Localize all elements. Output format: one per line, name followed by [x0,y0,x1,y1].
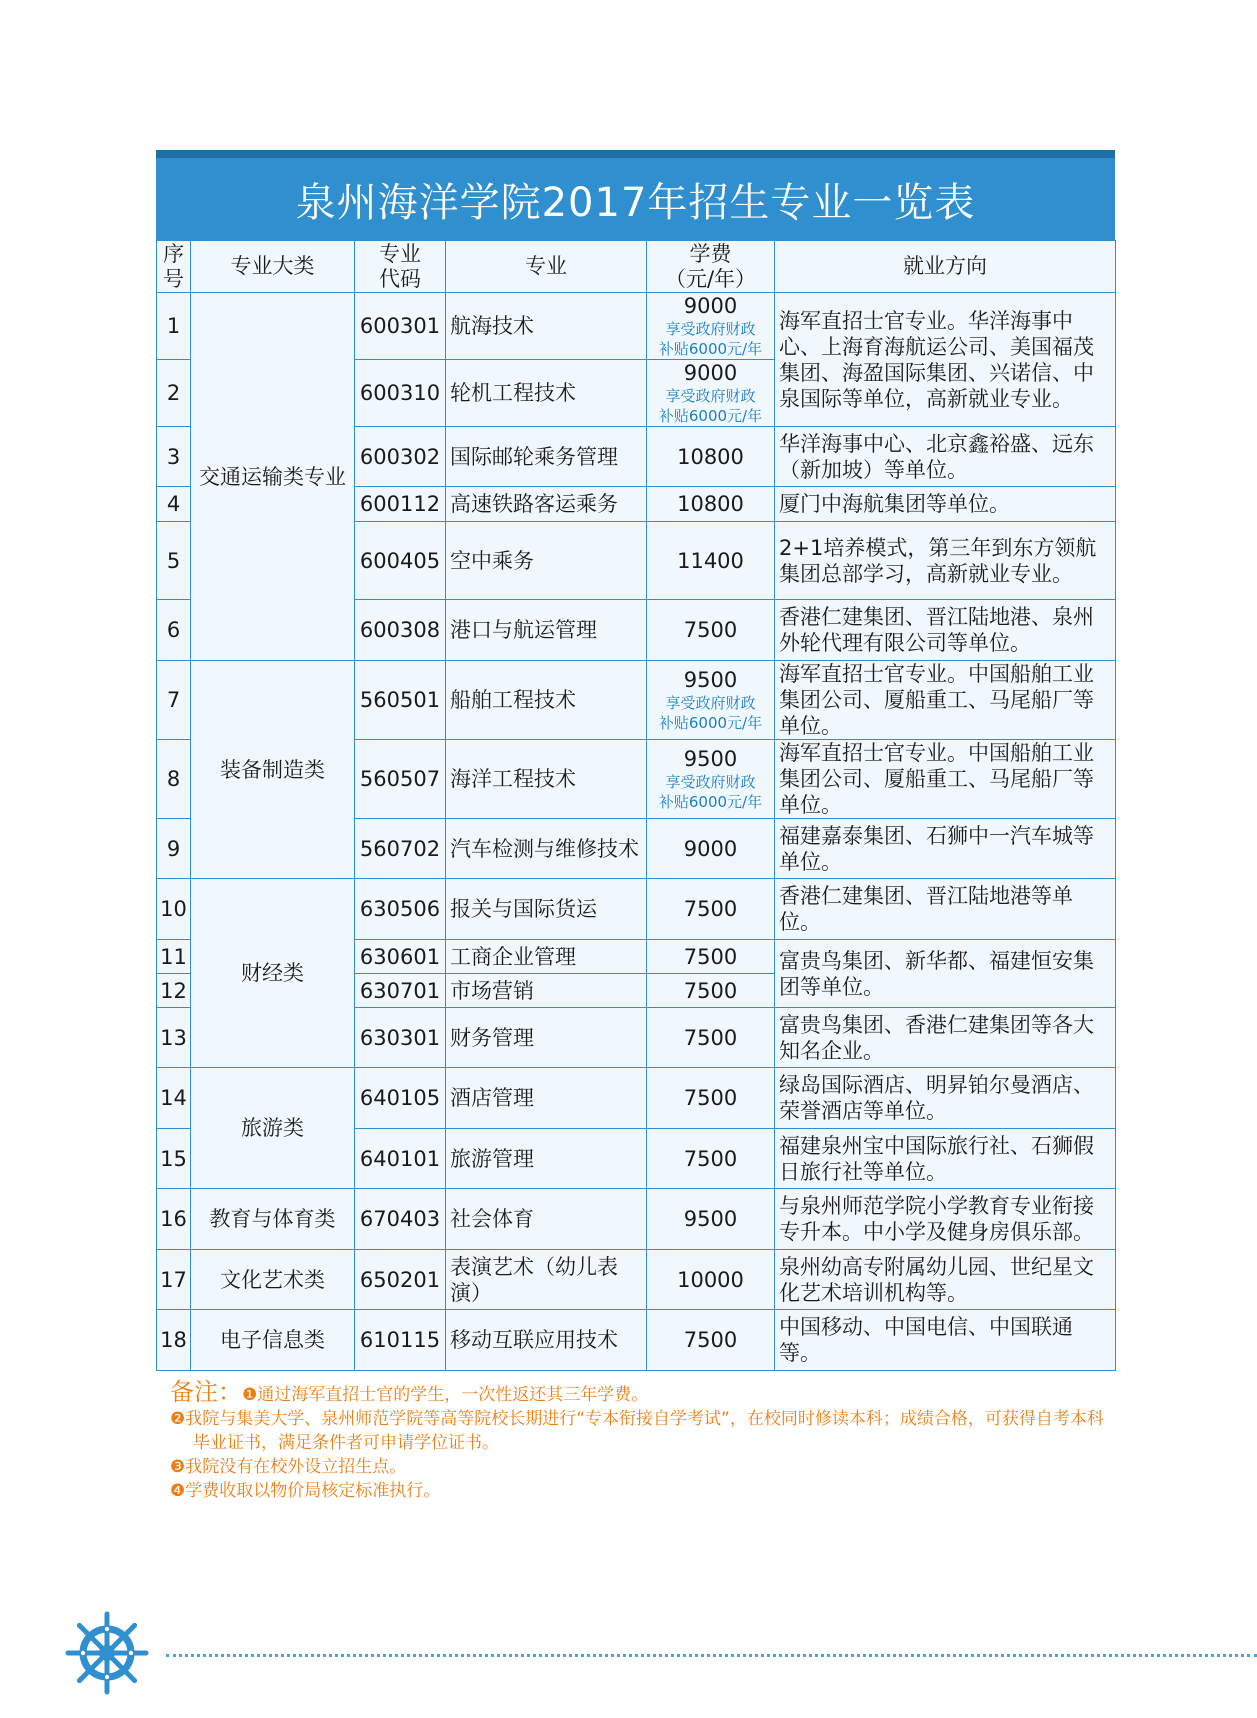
category-cell: 文化艺术类 [191,1250,355,1310]
category-cell: 交通运输类专业 [191,293,355,661]
ship-wheel-icon [64,1610,150,1696]
major-code: 600405 [355,522,446,600]
note-item-2: ❷我院与集美大学、泉州师范学院等高等院校长期进行“专本衔接自学考试”，在校同时修读本科；成绩合格，可获得自考本科毕业证书，满足条件者可申请学位证书。 [170,1409,1104,1453]
fee-value: 11400 [647,522,775,600]
row-number: 14 [157,1068,191,1129]
major-name: 船舶工程技术 [446,661,647,740]
row-number: 16 [157,1189,191,1250]
header-code: 专业 代码 [355,241,446,293]
major-name: 轮机工程技术 [446,360,647,427]
major-name: 工商企业管理 [446,940,647,974]
notes-heading: 备注： [170,1378,242,1406]
career-cell: 海军直招士官专业。中国船舶工业集团公司、厦船重工、马尾船厂等单位。 [775,740,1116,819]
major-code: 600301 [355,293,446,360]
table-row [157,879,1116,940]
majors-table [156,240,1116,1371]
major-code: 560702 [355,819,446,879]
fee-value: 9000 [683,361,738,385]
row-number: 10 [157,879,191,940]
fee-value: 7500 [647,600,775,661]
major-code: 600112 [355,487,446,522]
category-cell: 教育与体育类 [191,1189,355,1250]
fee-value: 7500 [647,1008,775,1068]
major-name: 酒店管理 [446,1068,647,1129]
row-number: 15 [157,1129,191,1189]
major-code: 610115 [355,1310,446,1371]
header-fee: 学费 （元/年） [647,241,775,293]
fee-cell [647,661,775,740]
major-code: 600308 [355,600,446,661]
row-number: 11 [157,940,191,974]
major-name: 市场营销 [446,974,647,1008]
fee-value: 9000 [647,819,775,879]
note-item-1: ❶通过海军直招士官的学生，一次性返还其三年学费。 [242,1385,649,1405]
note-item-3: ❸我院没有在校外设立招生点。 [170,1457,407,1477]
fee-cell [647,740,775,819]
row-number: 18 [157,1310,191,1371]
row-number: 3 [157,427,191,487]
fee-value: 7500 [647,1310,775,1371]
subsidy-note: 补贴6000元/年 [658,340,763,358]
major-name: 航海技术 [446,293,647,360]
major-code: 600310 [355,360,446,427]
career-cell: 中国移动、中国电信、中国联通等。 [775,1310,1116,1371]
major-name: 汽车检测与维修技术 [446,819,647,879]
header-career: 就业方向 [775,241,1116,293]
major-name: 旅游管理 [446,1129,647,1189]
page-title: 泉州海洋学院2017年招生专业一览表 [295,179,976,226]
major-code: 630506 [355,879,446,940]
row-number: 12 [157,974,191,1008]
fee-value: 7500 [647,1129,775,1189]
career-cell: 与泉州师范学院小学教育专业衔接专升本。中小学及健身房俱乐部。 [775,1189,1116,1250]
career-cell: 福建泉州宝中国际旅行社、石狮假日旅行社等单位。 [775,1129,1116,1189]
major-code: 630601 [355,940,446,974]
career-cell: 海军直招士官专业。华洋海事中心、上海育海航运公司、美国福茂集团、海盈国际集团、兴诺信、中泉国际等单位，高新就业专业。 [775,293,1116,427]
subsidy-note: 补贴6000元/年 [658,714,763,732]
fee-value: 10800 [647,487,775,522]
header-category: 专业大类 [191,241,355,293]
fee-value: 7500 [647,1068,775,1129]
career-cell: 富贵鸟集团、香港仁建集团等各大知名企业。 [775,1008,1116,1068]
admission-table-sheet [156,150,1115,1371]
major-name: 移动互联应用技术 [446,1310,647,1371]
title-bar [156,150,1115,240]
subsidy-note: 补贴6000元/年 [658,793,763,811]
major-name: 国际邮轮乘务管理 [446,427,647,487]
career-cell: 海军直招士官专业。中国船舶工业集团公司、厦船重工、马尾船厂等单位。 [775,661,1116,740]
row-number: 9 [157,819,191,879]
header-seq: 序 号 [157,241,191,293]
major-code: 600302 [355,427,446,487]
fee-value: 9500 [683,747,738,771]
major-name: 空中乘务 [446,522,647,600]
major-name: 财务管理 [446,1008,647,1068]
major-code: 560507 [355,740,446,819]
major-code: 630301 [355,1008,446,1068]
table-row [157,1310,1116,1371]
career-cell: 香港仁建集团、晋江陆地港等单位。 [775,879,1116,940]
category-cell: 财经类 [191,879,355,1068]
major-code: 630701 [355,974,446,1008]
category-cell: 旅游类 [191,1068,355,1189]
row-number: 2 [157,360,191,427]
major-name: 社会体育 [446,1189,647,1250]
subsidy-note: 补贴6000元/年 [658,407,763,425]
table-row [157,1250,1116,1310]
row-number: 5 [157,522,191,600]
fee-cell [647,293,775,360]
note-item-4: ❹学费收取以物价局核定标准执行。 [170,1481,441,1501]
category-cell: 装备制造类 [191,661,355,879]
major-name: 报关与国际货运 [446,879,647,940]
subsidy-note: 享受政府财政 [665,773,756,791]
table-row [157,293,1116,360]
career-cell: 福建嘉泰集团、石狮中一汽车城等单位。 [775,819,1116,879]
header-major: 专业 [446,241,647,293]
major-name: 海洋工程技术 [446,740,647,819]
table-header-row [157,241,1116,293]
career-cell: 香港仁建集团、晋江陆地港、泉州外轮代理有限公司等单位。 [775,600,1116,661]
fee-value: 10000 [647,1250,775,1310]
career-cell: 华洋海事中心、北京鑫裕盛、远东（新加坡）等单位。 [775,427,1116,487]
fee-value: 10800 [647,427,775,487]
major-name: 表演艺术（幼儿表演） [446,1250,647,1310]
major-name: 港口与航运管理 [446,600,647,661]
major-code: 640101 [355,1129,446,1189]
fee-cell [647,360,775,427]
row-number: 6 [157,600,191,661]
category-cell: 电子信息类 [191,1310,355,1371]
row-number: 4 [157,487,191,522]
footer-dotted-line [166,1654,1257,1657]
table-row [157,1068,1116,1129]
career-cell: 泉州幼高专附属幼儿园、世纪星文化艺术培训机构等。 [775,1250,1116,1310]
notes-section [170,1380,1110,1503]
major-code: 670403 [355,1189,446,1250]
career-cell: 富贵鸟集团、新华都、福建恒安集团等单位。 [775,940,1116,1008]
subsidy-note: 享受政府财政 [665,387,756,405]
fee-value: 9000 [683,294,738,318]
note-first [170,1380,1110,1407]
row-number: 7 [157,661,191,740]
table-row [157,661,1116,740]
row-number: 1 [157,293,191,360]
major-code: 650201 [355,1250,446,1310]
career-cell: 厦门中海航集团等单位。 [775,487,1116,522]
fee-value: 9500 [683,668,738,692]
row-number: 17 [157,1250,191,1310]
career-cell: 绿岛国际酒店、明昇铂尔曼酒店、荣誉酒店等单位。 [775,1068,1116,1129]
major-name: 高速铁路客运乘务 [446,487,647,522]
subsidy-note: 享受政府财政 [665,694,756,712]
row-number: 13 [157,1008,191,1068]
table-row [157,1189,1116,1250]
fee-value: 7500 [647,940,775,974]
major-code: 560501 [355,661,446,740]
row-number: 8 [157,740,191,819]
major-code: 640105 [355,1068,446,1129]
career-cell: 2+1培养模式，第三年到东方领航集团总部学习，高新就业专业。 [775,522,1116,600]
fee-value: 7500 [647,974,775,1008]
fee-value: 7500 [647,879,775,940]
fee-value: 9500 [647,1189,775,1250]
subsidy-note: 享受政府财政 [665,320,756,338]
